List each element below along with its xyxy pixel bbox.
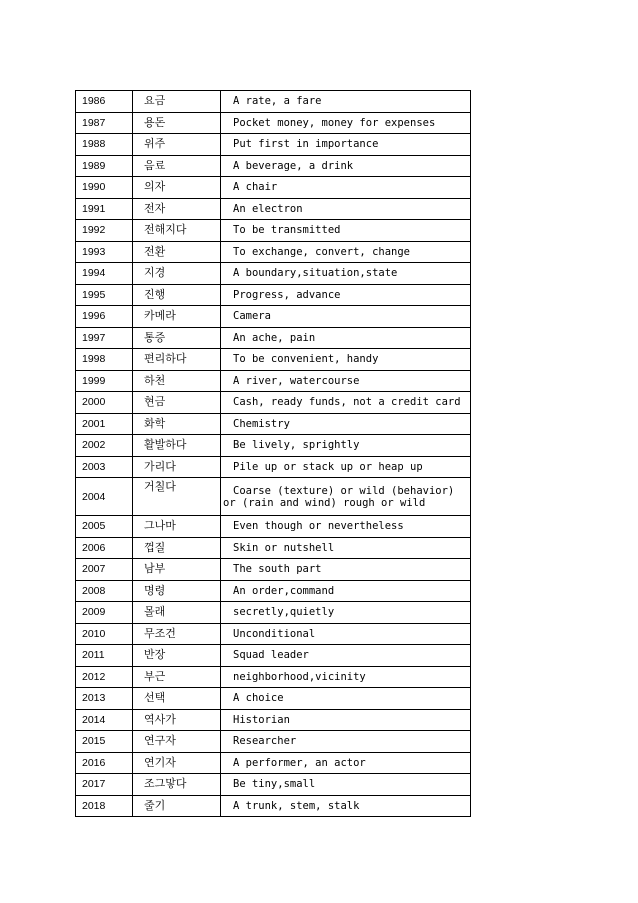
table-row <box>76 537 471 559</box>
korean-word: 지경 <box>133 263 221 285</box>
english-meaning: To be transmitted <box>221 220 471 242</box>
english-meaning: Historian <box>221 709 471 731</box>
table-row <box>76 413 471 435</box>
table-row <box>76 516 471 538</box>
entry-number: 2011 <box>76 645 133 667</box>
english-meaning: secretly,quietly <box>221 602 471 624</box>
korean-word: 활발하다 <box>133 435 221 457</box>
korean-word: 줄기 <box>133 795 221 817</box>
entry-number: 2007 <box>76 559 133 581</box>
korean-word: 하천 <box>133 370 221 392</box>
entry-number: 1991 <box>76 198 133 220</box>
english-meaning: A beverage, a drink <box>221 155 471 177</box>
english-meaning: A choice <box>221 688 471 710</box>
entry-number: 1987 <box>76 112 133 134</box>
table-row <box>76 306 471 328</box>
table-row <box>76 284 471 306</box>
entry-number: 2002 <box>76 435 133 457</box>
korean-word: 요금 <box>133 91 221 113</box>
english-meaning: Pile up or stack up or heap up <box>221 456 471 478</box>
english-meaning: A performer, an actor <box>221 752 471 774</box>
english-meaning: Unconditional <box>221 623 471 645</box>
table-row <box>76 478 471 516</box>
english-meaning: A trunk, stem, stalk <box>221 795 471 817</box>
english-meaning: Cash, ready funds, not a credit card <box>221 392 471 414</box>
korean-word: 편리하다 <box>133 349 221 371</box>
entry-number: 2006 <box>76 537 133 559</box>
korean-word: 무조건 <box>133 623 221 645</box>
korean-word: 음료 <box>133 155 221 177</box>
english-meaning: Pocket money, money for expenses <box>221 112 471 134</box>
entry-number: 1990 <box>76 177 133 199</box>
korean-word: 명령 <box>133 580 221 602</box>
korean-word: 선택 <box>133 688 221 710</box>
english-meaning: Put first in importance <box>221 134 471 156</box>
entry-number: 1993 <box>76 241 133 263</box>
korean-word: 전해지다 <box>133 220 221 242</box>
english-meaning: A rate, a fare <box>221 91 471 113</box>
english-meaning: Be lively, sprightly <box>221 435 471 457</box>
english-meaning: Squad leader <box>221 645 471 667</box>
table-row <box>76 134 471 156</box>
table-row <box>76 709 471 731</box>
korean-word: 남부 <box>133 559 221 581</box>
entry-number: 2003 <box>76 456 133 478</box>
entry-number: 1996 <box>76 306 133 328</box>
entry-number: 2008 <box>76 580 133 602</box>
korean-word: 역사가 <box>133 709 221 731</box>
korean-word: 통증 <box>133 327 221 349</box>
english-meaning: Chemistry <box>221 413 471 435</box>
entry-number: 1994 <box>76 263 133 285</box>
table-row <box>76 155 471 177</box>
english-meaning: An ache, pain <box>221 327 471 349</box>
korean-word: 반장 <box>133 645 221 667</box>
entry-number: 1988 <box>76 134 133 156</box>
entry-number: 2015 <box>76 731 133 753</box>
entry-number: 2018 <box>76 795 133 817</box>
korean-word: 부근 <box>133 666 221 688</box>
table-row <box>76 91 471 113</box>
english-meaning: To exchange, convert, change <box>221 241 471 263</box>
table-row <box>76 623 471 645</box>
entry-number: 1989 <box>76 155 133 177</box>
entry-number: 1992 <box>76 220 133 242</box>
entry-number: 2016 <box>76 752 133 774</box>
table-row <box>76 666 471 688</box>
korean-word: 거칠다 <box>133 478 221 516</box>
english-meaning: Skin or nutshell <box>221 537 471 559</box>
table-row <box>76 559 471 581</box>
korean-word: 전자 <box>133 198 221 220</box>
entry-number: 2013 <box>76 688 133 710</box>
korean-word: 연구자 <box>133 731 221 753</box>
english-meaning: Even though or nevertheless <box>221 516 471 538</box>
entry-number: 2010 <box>76 623 133 645</box>
korean-word: 현금 <box>133 392 221 414</box>
table-row <box>76 752 471 774</box>
table-row <box>76 774 471 796</box>
vocabulary-table <box>75 90 471 817</box>
entry-number: 1999 <box>76 370 133 392</box>
english-meaning: To be convenient, handy <box>221 349 471 371</box>
table-row <box>76 370 471 392</box>
entry-number: 1995 <box>76 284 133 306</box>
meaning-line: or (rain and wind) rough or wild <box>223 496 426 509</box>
korean-word: 연기자 <box>133 752 221 774</box>
entry-number: 1986 <box>76 91 133 113</box>
entry-number: 1997 <box>76 327 133 349</box>
entry-number: 1998 <box>76 349 133 371</box>
english-meaning: Camera <box>221 306 471 328</box>
english-meaning: The south part <box>221 559 471 581</box>
entry-number: 2000 <box>76 392 133 414</box>
english-meaning: Be tiny,small <box>221 774 471 796</box>
meaning-line: Coarse (texture) or wild (behavior) <box>233 484 455 497</box>
english-meaning: A chair <box>221 177 471 199</box>
table-row <box>76 392 471 414</box>
entry-number: 2014 <box>76 709 133 731</box>
table-row <box>76 327 471 349</box>
korean-word: 화학 <box>133 413 221 435</box>
korean-word: 조그맣다 <box>133 774 221 796</box>
table-row <box>76 349 471 371</box>
table-row <box>76 435 471 457</box>
english-meaning: An order,command <box>221 580 471 602</box>
table-row <box>76 263 471 285</box>
english-meaning: A river, watercourse <box>221 370 471 392</box>
table-row <box>76 241 471 263</box>
entry-number: 2009 <box>76 602 133 624</box>
entry-number: 2001 <box>76 413 133 435</box>
korean-word: 의자 <box>133 177 221 199</box>
table-row <box>76 688 471 710</box>
korean-word: 카메라 <box>133 306 221 328</box>
english-meaning: Progress, advance <box>221 284 471 306</box>
entry-number: 2017 <box>76 774 133 796</box>
korean-word: 진행 <box>133 284 221 306</box>
entry-number: 2004 <box>76 478 133 516</box>
table-row <box>76 456 471 478</box>
english-meaning: Researcher <box>221 731 471 753</box>
english-meaning <box>221 478 471 516</box>
table-row <box>76 731 471 753</box>
korean-word: 껍질 <box>133 537 221 559</box>
table-row <box>76 198 471 220</box>
table-row <box>76 795 471 817</box>
table-row <box>76 602 471 624</box>
korean-word: 용돈 <box>133 112 221 134</box>
korean-word: 몰래 <box>133 602 221 624</box>
entry-number: 2012 <box>76 666 133 688</box>
korean-word: 전환 <box>133 241 221 263</box>
table-row <box>76 645 471 667</box>
table-row <box>76 177 471 199</box>
table-row <box>76 580 471 602</box>
english-meaning: An electron <box>221 198 471 220</box>
entry-number: 2005 <box>76 516 133 538</box>
table-row <box>76 112 471 134</box>
korean-word: 위주 <box>133 134 221 156</box>
korean-word: 가리다 <box>133 456 221 478</box>
table-row <box>76 220 471 242</box>
korean-word: 그나마 <box>133 516 221 538</box>
english-meaning: A boundary,situation,state <box>221 263 471 285</box>
english-meaning: neighborhood,vicinity <box>221 666 471 688</box>
